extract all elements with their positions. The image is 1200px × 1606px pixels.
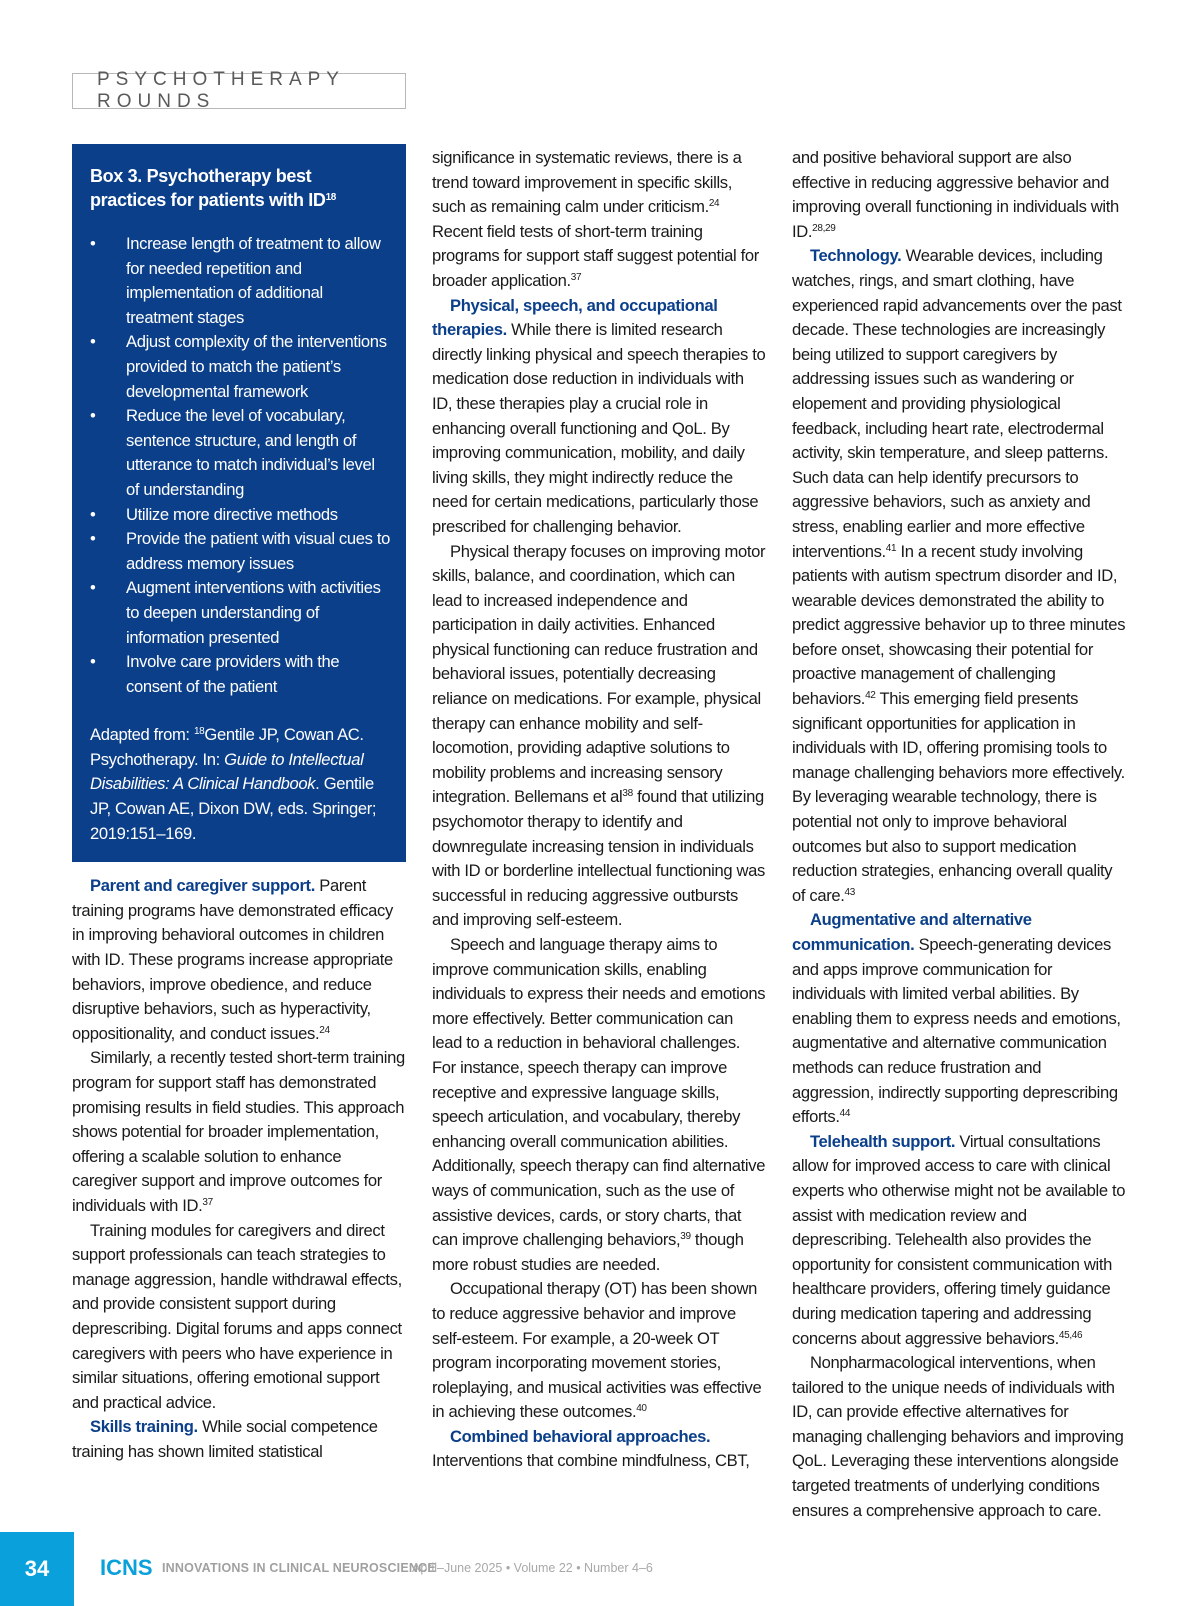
- paragraph: Speech and language therapy aims to improve communication skills, enabling individuals to express their needs and emotions more effectively. Better communication can lead to a reduction in behavioral challenges. For instance, speech therapy can improve receptive and expressive language skills, speech articulation, and vocabulary, thereby enhancing overall communication abilities. Additionally, speech therapy can find alternative ways of communication, such as the use of assistive devices, cards, or story charts, that can improve challenging behaviors,$^{39}$ though more robust studies are needed.: [432, 935, 766, 1274]
- paragraph: and positive behavioral support are also effective in reducing aggressive behavior and improving overall functioning in individuals with ID.$^{28,29}$: [792, 148, 1119, 241]
- paragraph: Parent and caregiver support. Parent training programs have demonstrated efficacy in improving behavioral outcomes in children with ID. These programs increase appropriate behaviors, improve obedience, and reduce disruptive behaviors, such as hyperactivity, oppositionality, and conduct issues.$^{24}$: [72, 876, 393, 1043]
- subhead-skills-training: Skills training.: [90, 1417, 198, 1437]
- paragraph: Combined behavioral approaches. Interventions that combine mindfulness, CBT,: [432, 1426, 750, 1471]
- paragraph: Telehealth support. Virtual consultations allow for improved access to care with clinical experts who otherwise might not be available to assist with medication review and deprescribing. Telehealth also provides the opportunity for consistent communication with healthcare providers, offering timely guidance during medication tapering and addressing concerns about aggressive behaviors.$^{45,46}$: [792, 1131, 1126, 1348]
- box-source: Adapted from: $^{18}$Gentile JP, Cowan AC. Psychotherapy. In: Guide to Intellectual Disabilities: A Clinical Handbook. Gentile JP, Cowan AE, Dixon DW, eds. Springer; 2019:151–169.: [90, 725, 377, 843]
- page-number: 34: [0, 1532, 74, 1606]
- paragraph: Physical therapy focuses on improving motor skills, balance, and coordination, which can lead to increased independence and participation in daily activities. Enhanced physical functioning can reduce frustration and behavioral issues, potentially decreasing reliance on medications. For example, physical therapy can enhance mobility and self-locomotion, providing adaptive solutions to mobility problems and increasing sensory integration. Bellemans et $al^{38}$ found that utilizing psychomotor therapy to identify and downregulate increasing tension in individuals with ID or borderline intellectual functioning was successful in reducing aggressive outbursts and improving self-esteem.: [432, 541, 766, 930]
- column-1: [72, 144, 406, 1465]
- paragraph: significance in systematic reviews, there is a trend toward improvement in specific skills, such as remaining calm under criticism.$^{24}$ Recent field tests of short-term training programs for support staff suggest potential for broader application.$^{37}$: [432, 148, 759, 290]
- journal-logo: ICNS: [100, 1555, 153, 1580]
- box-title: Box 3. Psychotherapy best practices for patients with ID$^{18}$: [90, 166, 336, 210]
- paragraph: Augmentative and alternative communication. Speech-generating devices and apps improve communication for individuals with limited verbal abilities. By enabling them to express needs and emotions, augmentative and alternative communication methods can reduce frustration and aggression, indirectly supporting deprescribing efforts.$^{44}$: [792, 910, 1121, 1127]
- box-list-item: • Involve care providers with the consent of the patient: [90, 650, 390, 699]
- paragraph: Training modules for caregivers and direct support professionals can teach strategies to manage aggression, handle withdrawal effects, and provide consistent support during deprescribing. Digital forums and apps connect caregivers with peers who have experience in similar situations, offering emotional support and practical advice.: [72, 1220, 402, 1412]
- paragraph: Technology. Wearable devices, including watches, rings, and smart clothing, have experienced rapid advancements over the past decade. These technologies are increasingly being utilized to support caregivers by addressing issues such as wandering or elopement and providing physiological feedback, including heart rate, electrodermal activity, skin temperature, and sleep patterns. Such data can help identify precursors to aggressive behaviors, such as anxiety and stress, enabling earlier and more effective interventions.$^{41}$ In a recent study involving patients with autism spectrum disorder and ID, wearable devices demonstrated the ability to predict aggressive behavior up to three minutes before onset, showcasing their potential for proactive management of challenging behaviors.$^{42}$ This emerging field presents significant opportunities for application in individuals with ID, offering promising tools to manage challenging behaviors more effectively. By leveraging wearable technology, there is potential not only to improve behavioral outcomes but also to support medication reduction strategies, enhancing overall quality of care.$^{43}$: [792, 246, 1126, 905]
- issue-info: April–June 2025 • Volume 22 • Number 4–6: [412, 1561, 653, 1575]
- box-list-item: • Augment interventions with activities to deepen understanding of information presented: [90, 576, 390, 650]
- box-list-item: • Provide the patient with visual cues to address memory issues: [90, 527, 390, 576]
- paragraph: Occupational therapy (OT) has been shown to reduce aggressive behavior and improve self-esteem. For example, a 20-week OT program incorporating movement stories, roleplaying, and musical activities was effective in achieving these outcomes.$^{40}$: [432, 1279, 762, 1422]
- subhead-aac: Augmentative and alternative communication.: [792, 910, 1032, 954]
- subhead-combined-approaches: Combined behavioral approaches.: [450, 1426, 711, 1446]
- column-2: [432, 146, 766, 1474]
- paragraph: Nonpharmacological interventions, when tailored to the unique needs of individuals with ID, can provide effective alternatives for managing challenging behaviors and improving QoL. Leveraging these interventions alongside targeted treatments of underlying conditions ensures a comprehensive approach to care.: [792, 1353, 1124, 1520]
- paragraph: Similarly, a recently tested short-term training program for support staff has demonstrated promising results in field studies. This approach shows potential for broader implementation, offering a scalable solution to enhance caregiver support and improve outcomes for individuals with ID.$^{37}$: [72, 1048, 405, 1215]
- box-list-item: • Increase length of treatment to allow for needed repetition and implementation of additional treatment stages: [90, 232, 390, 330]
- subhead-parent-support: Parent and caregiver support.: [90, 876, 315, 896]
- box-list-item: • Reduce the level of vocabulary, sentence structure, and length of utterance to match individual’s level of understanding: [90, 404, 390, 502]
- section-header: PSYCHOTHERAPY ROUNDS: [72, 73, 406, 109]
- journal-name: INNOVATIONS IN CLINICAL NEUROSCIENCE: [162, 1561, 436, 1575]
- box-list: [90, 232, 390, 699]
- subhead-telehealth: Telehealth support.: [810, 1131, 956, 1151]
- box-list-item: • Adjust complexity of the interventions provided to match the patient’s developmental framework: [90, 330, 390, 404]
- paragraph: Physical, speech, and occupational therapies. While there is limited research directly linking physical and speech therapies to medication dose reduction in individuals with ID, these therapies play a crucial role in enhancing overall functioning and QoL. By improving communication, mobility, and daily living skills, they might indirectly reduce the need for certain medications, particularly those prescribed for challenging behavior.: [432, 295, 766, 536]
- best-practices-box: [72, 144, 406, 862]
- paragraph: Skills training. While social competence training has shown limited statistical: [72, 1417, 378, 1461]
- column-3: [792, 146, 1126, 1523]
- box-list-item: • Utilize more directive methods: [90, 503, 390, 528]
- subhead-technology: Technology.: [810, 246, 902, 266]
- subhead-therapies: Physical, speech, and occupational therapies.: [432, 295, 718, 340]
